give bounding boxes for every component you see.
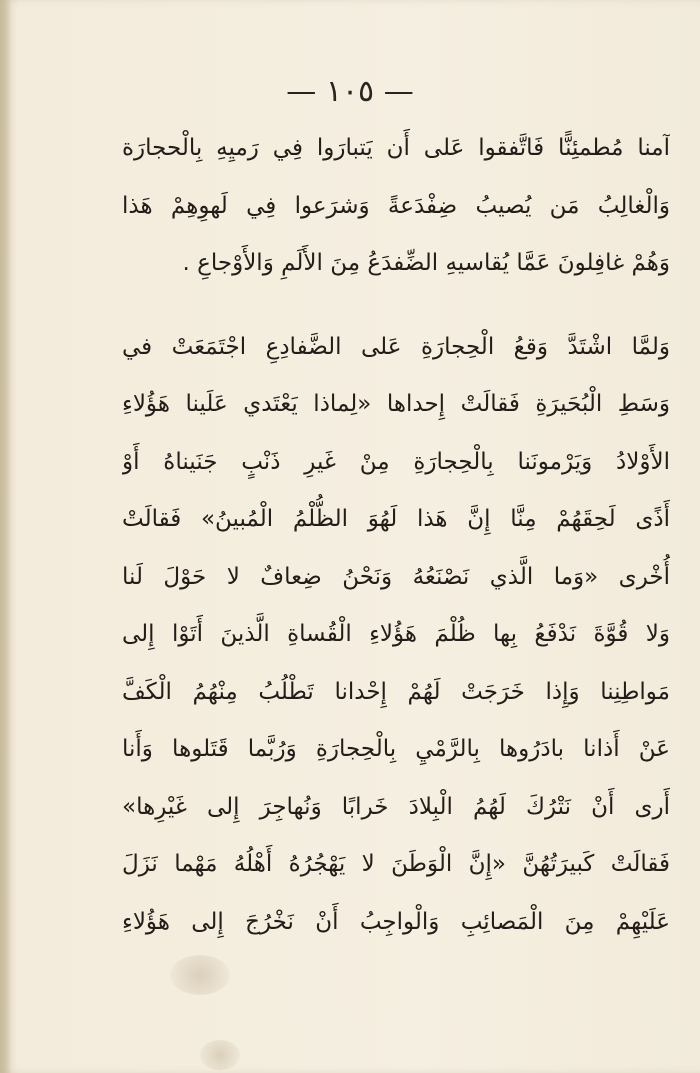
text-line: آمنا مُطمئِنًّا فَاتَّفقوا عَلى أَن يَتبارَوا فِي رَميِهِ بِالْحجارَة — [122, 135, 670, 161]
text-line: عَلَيْهِمْ مِنَ الْمَصائِبِ وَالْواجِبُ أَنْ نَخْرُجَ إِلى هَؤُلاءِ — [122, 908, 670, 935]
text-line: أُخْرى «وَما الَّذي نَصْنَعُهُ وَنَحْنُ ضِعافٌ لا حَوْلَ لَنا — [122, 563, 670, 590]
text-line: وَهُمْ غافِلونَ عَمَّا يُقاسيهِ الضِّفدَعُ مِنَ الأَلَمِ وَالأَوْجاعِ . — [182, 250, 670, 276]
text-line: وَلمَّا اشْتَدَّ وَقعُ الْحِجارَةِ عَلى الضَّفادِعِ اجْتَمَعَتْ في — [122, 333, 670, 360]
paragraph-gap — [122, 293, 670, 319]
text-line: فَقالَتْ كَبيرَتُهُنَّ «إِنَّ الْوَطَنَ لا يَهْجُرُهُ أَهْلُهُ مَهْما نَزَلَ — [122, 851, 670, 877]
text-line: الأَوْلادُ وَيَرْمونَنا بِالْحِجارَةِ مِنْ غَيرِ ذَنْبٍ جَنَيناهُ أَوْ — [122, 448, 670, 475]
paper-stain — [170, 955, 230, 995]
paper-stain — [200, 1040, 240, 1070]
text-line: أَذًى لَحِقَهُمْ مِنَّا إِنَّ هَذا لَهُوَ الظُّلْمُ الْمُبينُ» فَقالَتْ — [122, 506, 670, 532]
body-text — [122, 120, 670, 951]
text-line: عَنْ أَذانا بادَرُوها بِالرَّمْيِ بِالْحِجارَةِ وَرُبَّما قَتَلوها وَأَنا — [122, 736, 670, 762]
text-line: وَالْغالِبُ مَن يُصيبُ ضِفْدَعةً وَشرَعوا فِي لَهوِهِمْ هَذا — [122, 192, 670, 219]
text-line: مَواطِنِنا وَإِذا خَرَجَتْ لَهُمْ إِحْدانا تَطْلُبُ مِنْهُمُ الْكَفَّ — [122, 678, 670, 705]
text-line: وَسَطِ الْبُحَيرَةِ فَقالَتْ إِحداها «لِماذا يَعْتَدي عَلَينا هَؤُلاءِ — [122, 391, 670, 417]
text-line: أَرى أَنْ نَتْرُكَ لَهُمُ الْبِلادَ خَرابًا وَنُهاجِرَ إِلى غَيْرِها» — [122, 793, 670, 820]
text-line: وَلا قُوَّةَ نَدْفَعُ بِها ظُلْمَ هَؤُلاءِ الْقُساةِ الَّذينَ أَتَوْا إِلى — [122, 621, 670, 647]
page-number: — ١٠٥ — — [286, 74, 414, 109]
